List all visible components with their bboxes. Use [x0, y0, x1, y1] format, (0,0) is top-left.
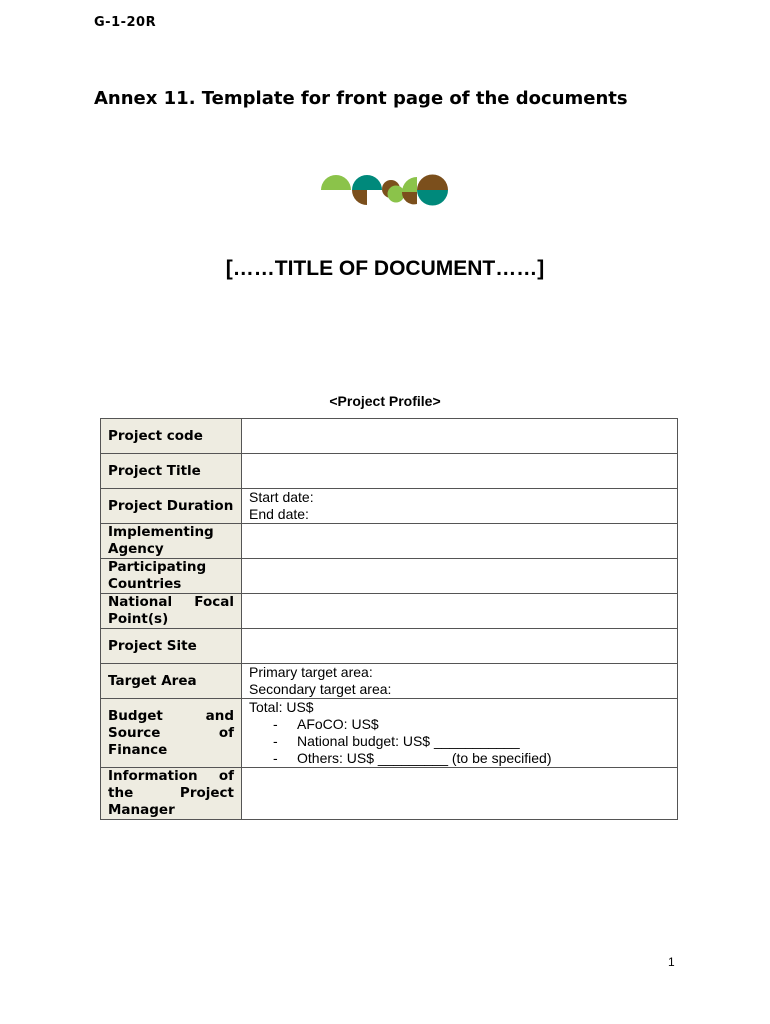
- budget-afoco: AFoCO: US$: [297, 716, 379, 732]
- start-date-label: Start date:: [249, 489, 314, 505]
- row-label: Project Site: [101, 629, 242, 664]
- row-value: [242, 489, 678, 524]
- logo-green-half-circle: [321, 175, 351, 190]
- secondary-target-area-label: Secondary target area:: [249, 681, 392, 697]
- annex-title: Annex 11. Template for front page of the documents: [94, 88, 628, 109]
- logo-brown-quarter-small: [402, 192, 417, 204]
- document-title: [……TITLE OF DOCUMENT……]: [225, 257, 545, 280]
- row-label: Project Title: [101, 454, 242, 489]
- row-label: National Focal Point(s): [101, 594, 242, 629]
- table-row: [101, 664, 678, 699]
- logo-green-circle: [388, 186, 405, 203]
- page-number: 1: [668, 955, 675, 969]
- document-code: G-1-20R: [94, 15, 157, 30]
- budget-national: National budget: US$ ___________: [297, 733, 520, 749]
- table-row: [101, 594, 678, 629]
- row-label: Implementing Agency: [101, 524, 242, 559]
- row-label: Participating Countries: [101, 559, 242, 594]
- row-value: [242, 524, 678, 559]
- list-item: - National budget: US$ ___________: [273, 733, 520, 749]
- table-row: [101, 524, 678, 559]
- logo-teal-half-circle: [352, 175, 382, 190]
- row-value: [242, 699, 678, 768]
- row-value: [242, 454, 678, 489]
- table-row: [101, 489, 678, 524]
- logo-brown-top-half: [417, 175, 448, 191]
- row-label: Project Duration: [101, 489, 242, 524]
- budget-total: Total: US$: [249, 699, 314, 715]
- row-label: Target Area: [101, 664, 242, 699]
- afoco-logo-icon: [320, 174, 450, 206]
- row-value: [242, 559, 678, 594]
- logo-green-quarter: [402, 177, 417, 192]
- list-item: - AFoCO: US$: [273, 716, 379, 732]
- table-row: [101, 454, 678, 489]
- table-row: [101, 629, 678, 664]
- row-label: Information of the Project Manager: [101, 768, 242, 820]
- row-value: [242, 594, 678, 629]
- row-value: [242, 768, 678, 820]
- project-profile-table: [100, 418, 678, 820]
- table-row: [101, 768, 678, 820]
- row-value: [242, 664, 678, 699]
- table-row: [101, 559, 678, 594]
- logo-brown-quarter: [352, 190, 367, 205]
- row-label: Budget and Source of Finance: [101, 699, 242, 768]
- end-date-label: End date:: [249, 506, 309, 522]
- table-row: [101, 419, 678, 454]
- table-row: [101, 699, 678, 768]
- list-item: - Others: US$ _________ (to be specified): [273, 750, 552, 766]
- project-profile-heading: <Project Profile>: [329, 393, 441, 409]
- budget-others: Others: US$ _________ (to be specified): [297, 750, 552, 766]
- row-value: [242, 419, 678, 454]
- logo-teal-bottom-half: [417, 190, 448, 206]
- row-value: [242, 629, 678, 664]
- row-label: Project code: [101, 419, 242, 454]
- primary-target-area-label: Primary target area:: [249, 664, 373, 680]
